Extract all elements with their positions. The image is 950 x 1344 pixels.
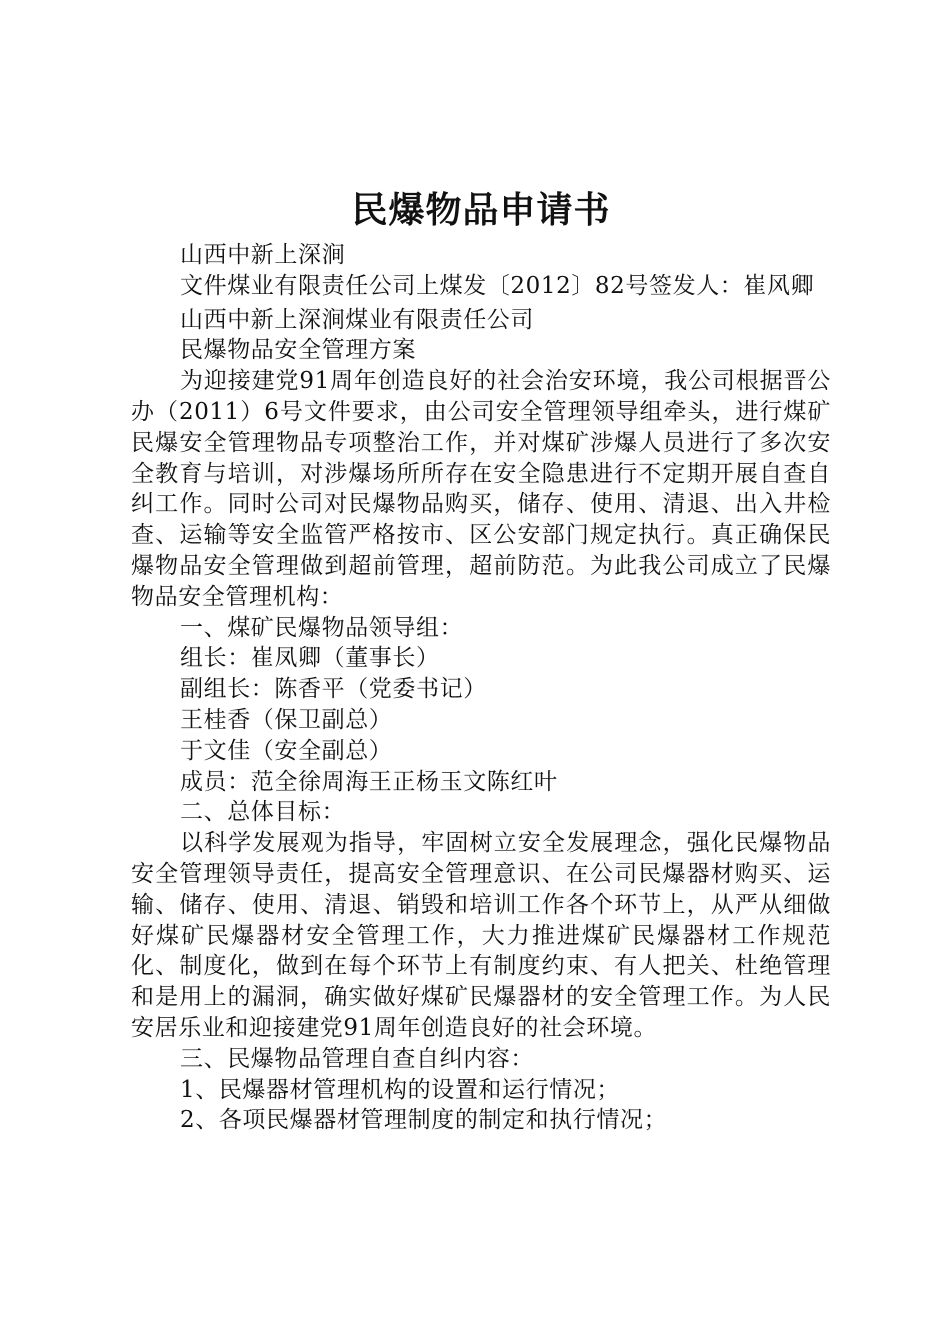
header-line-3: 山西中新上深涧煤业有限责任公司 (180, 306, 534, 333)
section-2-heading: 二、总体目标： (180, 799, 346, 826)
list-item: 1、民爆器材管理机构的设置和运行情况； (180, 1076, 621, 1103)
leader-line: 组长：崔凤卿（董事长） (180, 645, 440, 672)
section-2-body: 以科学发展观为指导，牢固树立安全发展理念，强化民爆物品安全管理领导责任，提高安全管理意识、在公司民爆器材购买、运输、储存、使用、清退、销毁和培训工作各个环节上，从严从细做好煤矿民爆器材安全管理工作，大力推进煤矿民爆器材工作规范化、制度化，做到在每个环节上有制度约束、有人把关、杜绝管理和是用上的漏洞，确实做好煤矿民爆器材的安全管理工作。为人民安居乐业和迎接建党91周年创造良好的社会环境。 (131, 830, 831, 1041)
intro-paragraph: 为迎接建党91周年创造良好的社会治安环境，我公司根据晋公办（2011）6号文件要求，由公司安全管理领导组牵头，进行煤矿民爆安全管理物品专项整治工作，并对煤矿涉爆人员进行了多次安全教育与培训，对涉爆场所所存在安全隐患进行不定期开展自查自纠工作。同时公司对民爆物品购买，储存、使用、清退、出入井检查、运输等安全监管严格按市、区公安部门规定执行。真正确保民爆物品安全管理做到超前管理，超前防范。为此我公司成立了民爆物品安全管理机构： (131, 368, 831, 610)
deputy-line: 副组长：陈香平（党委书记） (180, 676, 487, 703)
deputy-line-3: 于文佳（安全副总） (180, 737, 393, 764)
header-line-4: 民爆物品安全管理方案 (180, 337, 416, 364)
members-line: 成员：范全徐周海王正杨玉文陈红叶 (180, 768, 558, 795)
document-title: 民爆物品申请书 (351, 189, 611, 231)
deputy-line-2: 王桂香（保卫副总） (180, 706, 393, 733)
list-item: 2、各项民爆器材管理制度的制定和执行情况； (180, 1107, 668, 1134)
document-page (131, 184, 831, 1136)
header-line-1: 山西中新上深涧 (180, 242, 346, 268)
section-1-heading: 一、煤矿民爆物品领导组： (180, 614, 464, 641)
header-line-2: 文件煤业有限责任公司上煤发〔2012〕82号签发人：崔风卿 (180, 272, 815, 299)
section-3-heading: 三、民爆物品管理自查自纠内容： (180, 1045, 534, 1072)
